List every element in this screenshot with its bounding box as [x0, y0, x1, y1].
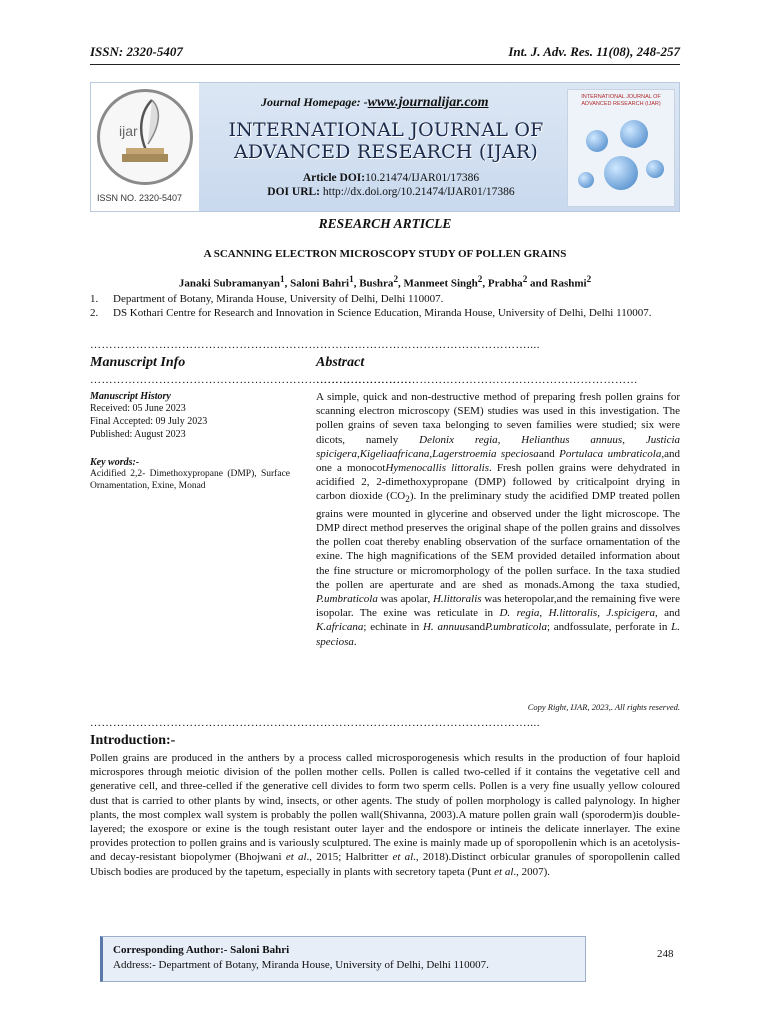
author-name: Prabha	[487, 277, 523, 290]
manuscript-history-title: Manuscript History	[90, 391, 171, 402]
molecule-graphic	[578, 172, 594, 188]
abstract-section	[316, 355, 680, 649]
logo-text: ijar	[119, 123, 138, 139]
molecule-graphic	[620, 120, 648, 148]
doi-block	[231, 171, 551, 199]
article-doi: 10.21474/IJAR01/17386	[365, 172, 480, 184]
corresponding-author-box	[100, 936, 586, 982]
author-name: Saloni Bahri	[290, 277, 350, 290]
page-number: 248	[657, 948, 674, 960]
copyright-notice: Copy Right, IJAR, 2023,. All rights reserved.	[527, 702, 680, 712]
received-date: Received: 05 June 2023	[90, 403, 186, 414]
affiliation-item: 2. DS Kothari Centre for Research and Innovation in Science Education, Miranda House, University of Delhi, Delhi 110007.	[90, 307, 652, 319]
citation-label: Int. J. Adv. Res. 11(08), 248-257	[508, 44, 680, 59]
doi-url-link[interactable]: http://dx.doi.org/10.21474/IJAR01/17386	[322, 186, 515, 198]
corresponding-address: Address:- Department of Botany, Miranda House, University of Delhi, Delhi 110007.	[113, 959, 489, 971]
published-date: Published: August 2023	[90, 429, 186, 440]
homepage-link[interactable]: www.journalijar.com	[367, 95, 489, 110]
author-affil-sup: 1	[349, 274, 354, 284]
journal-homepage	[261, 95, 489, 111]
running-head	[90, 44, 680, 64]
paper-title: A SCANNING ELECTRON MICROSCOPY STUDY OF POLLEN GRAINS	[203, 248, 567, 260]
logo-seal	[97, 89, 193, 185]
author-name: Janaki Subramanyan	[178, 277, 281, 290]
dotted-separator: ……………………………………………………………………………………………………....	[90, 339, 540, 351]
molecule-graphic	[604, 156, 638, 190]
author-list: Janaki Subramanyan$^1$, Saloni Bahri$^1$, Bushra$^2$, Manmeet Singh$^2$, Prabha$^2$ and Rashmi$^2$	[178, 274, 592, 290]
running-head-rule	[90, 64, 680, 65]
abstract-text: A simple, quick and non-destructive method of preparing fresh pollen grains for scanning electron microscopy (SEM) studies was used in this investigation. The pollen grains of seven taxa belonging to seven families were studied; six were dicots, namely Delonix regia, Helianthus annuus, Justicia spicigera,Kigeliaafricana,Lagerstroemia speciosaand Portulaca umbraticola,and one a monocotHymenocallis littoralis. Fresh pollen grains were dehydrated in acidified 2, 2-dimethoxypropane (DMP) followed by criticalpoint drying in carbon dioxide $(CO_2)$. In the preliminary study the acidified DMP treated pollen grains were mounted in glycerine and observed under the light microscope. The DMP direct method preserves the original shape of the pollen grains and dissolves the pollen coat thereby enabling observation of the surface ornamentation of the exine. The high magnifications of the SEM provided detailed information about the fine structure or micromorphology of the pollen surface. In the taxa studied the pollen are aperturate and are shed as monads.Among the taxa studied, P.umbraticola was apolar, H.littoralis was heteropolar,and the remaining five were isopolar. The exine was reticulate in D. regia, H.littoralis, J.spicigera, and K.africana; echinate in H. annuusandP.umbraticola; andfossulate, perforate in L. speciosa.	[316, 391, 681, 648]
article-doi-label: Article DOI:	[302, 172, 366, 184]
logo-issn: ISSN NO. 2320-5407	[97, 193, 183, 203]
doi-url-label: DOI URL:	[267, 186, 321, 198]
molecule-graphic	[586, 130, 608, 152]
journal-title: INTERNATIONAL JOURNAL OF ADVANCED RESEARCH (IJAR)	[228, 119, 544, 163]
journal-cover-thumbnail	[567, 89, 675, 207]
issn-label: ISSN: 2320-5407	[90, 44, 183, 59]
author-affil-sup: 2	[586, 274, 592, 284]
author-name: Rashmi	[550, 277, 587, 290]
dotted-separator: …………………………………………………………………………	[316, 374, 638, 386]
molecule-graphic	[646, 160, 664, 178]
corresponding-author: Corresponding Author:- Saloni Bahri	[113, 944, 290, 956]
affiliation-item: 1. Department of Botany, Miranda House, University of Delhi, Delhi 110007.	[90, 293, 444, 305]
author-name: Manmeet Singh	[403, 277, 478, 290]
abstract-heading: Abstract	[316, 355, 365, 370]
dotted-separator: ……………………………………………………………………………………………………....	[90, 717, 540, 729]
article-type: RESEARCH ARTICLE	[318, 216, 452, 231]
author-affil-sup: 2	[477, 274, 483, 284]
introduction-heading: Introduction:-	[90, 733, 176, 748]
keywords-text: Acidified 2,2- Dimethoxypropane (DMP), Surface Ornamentation, Exine, Monad	[90, 469, 290, 491]
author-affil-sup: 2	[393, 274, 399, 284]
author-affil-sup: 2	[522, 274, 528, 284]
dotted-separator: …………………………………………………………………………	[90, 374, 412, 386]
keywords-title: Key words:-	[90, 457, 140, 468]
introduction-text: Pollen grains are produced in the anthers by a process called microsporogenesis which results in the production of four haploid microspores through meiotic division of the pollen mother cells. Pollen is called two-celled if it contains the vegetative cell and generative cell, and three-celled if the generative cell divides to form two sperm cells. Pollen is a very fine usually yellow coloured dust that is carried to other plants by wind, insects, or other agents. The study of pollen morphology is called palynology. In higher plants, the most complex wall system is probably the pollen wall(Shivanna, 2003).A mature pollen grain wall (sporoderm)is double-layered; the exospore or exine is the tough resistant outer layer and the endospore or intineis the delicate innerlayer. The exine provides protection to pollen grains and is variously sculptured. The exine is mainly made up of sporopollenin which is an acetolysis- and decay-resistant biopolymer (Bhojwani et al., 2015; Halbritter et al., 2018).Distinct orbicular granules of sporopollenin called Ubisch bodies are produced by the tapetum, especially in plants with secretory tapeta (Punt et al., 2007).	[90, 752, 680, 878]
accepted-date: Final Accepted: 09 July 2023	[90, 416, 208, 427]
author-name: Bushra	[359, 277, 394, 290]
homepage-label: Journal Homepage: -	[261, 95, 368, 109]
author-affil-sup: 1	[280, 274, 285, 284]
journal-banner	[90, 82, 680, 212]
manuscript-info-heading: Manuscript Info	[90, 355, 186, 370]
affiliation-list	[90, 292, 680, 320]
cover-title: INTERNATIONAL JOURNAL OF ADVANCED RESEARCH (IJAR)	[581, 94, 661, 107]
journal-logo	[91, 83, 199, 211]
